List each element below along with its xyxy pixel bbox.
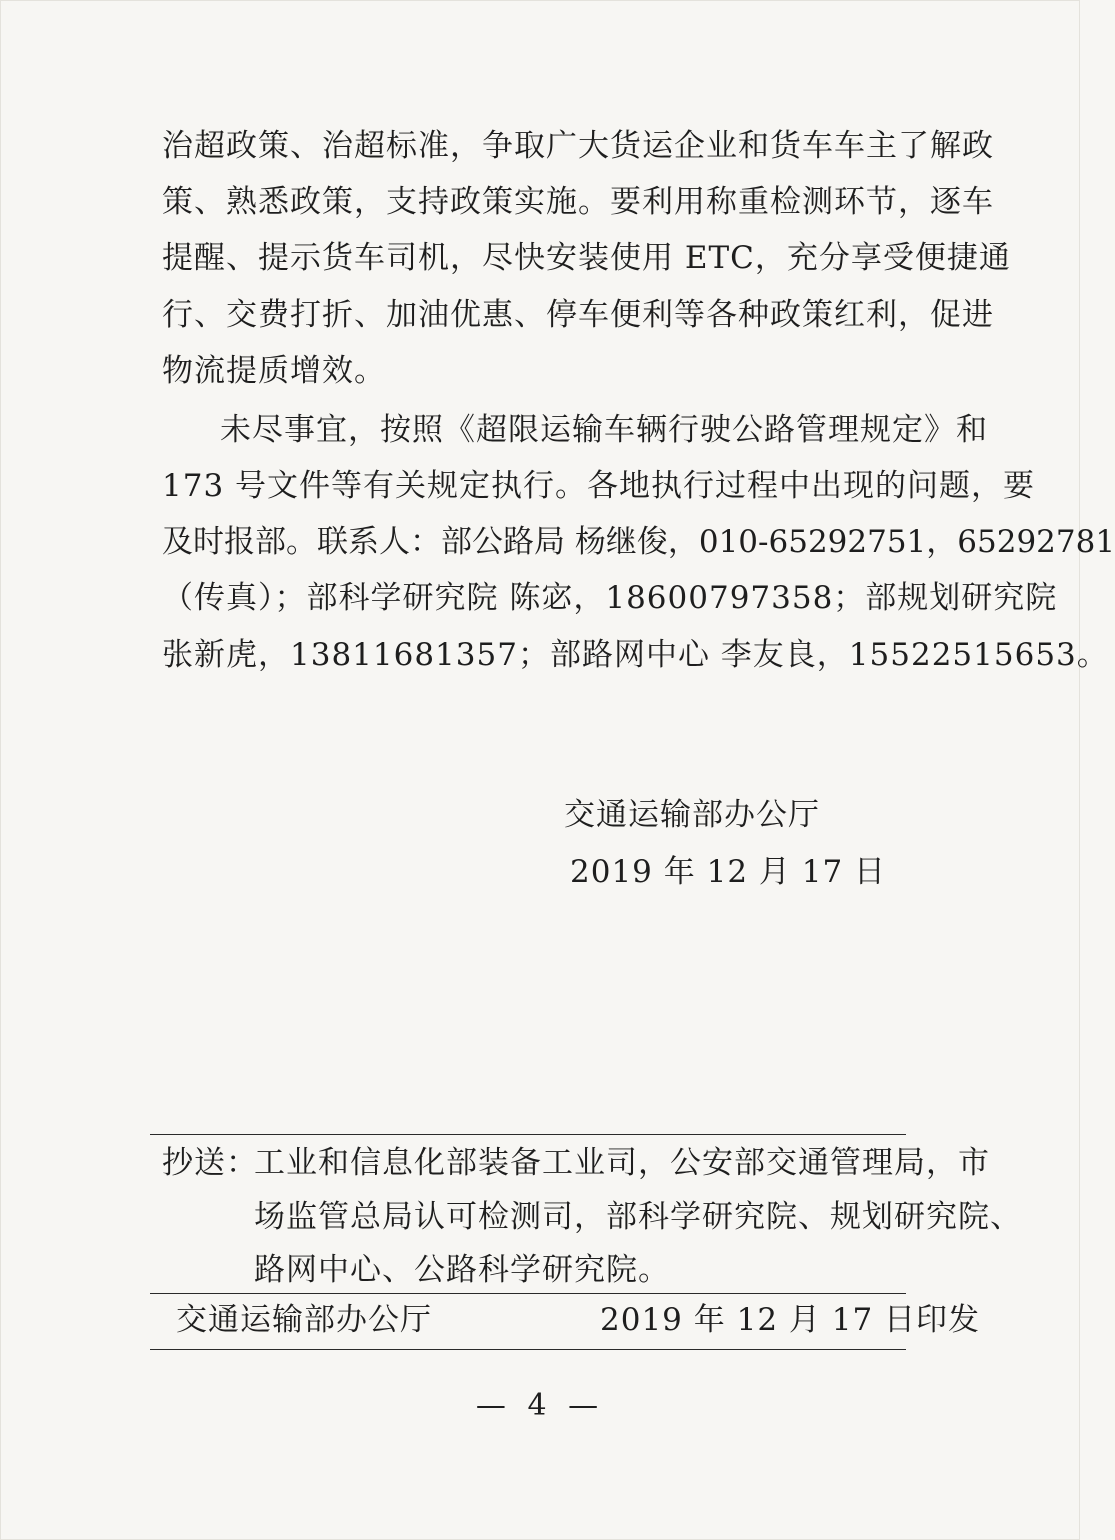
footer-issue-date: 2019 年 12 月 17 日印发 [600,1302,981,1338]
body-line: 未尽事宜，按照《超限运输车辆行驶公路管理规定》和 [220,412,988,448]
cc-line: 场监管总局认可检测司，部科学研究院、规划研究院、 [254,1199,1022,1235]
body-line: 治超政策、治超标准，争取广大货运企业和货车车主了解政 [162,128,994,164]
body-line: 及时报部。联系人：部公路局 杨继俊，010-65292751，65292781 [162,524,1115,560]
footer-top-rule [150,1293,906,1294]
body-line: 策、熟悉政策，支持政策实施。要利用称重检测环节，逐车 [162,184,994,220]
body-line: 173 号文件等有关规定执行。各地执行过程中出现的问题，要 [162,468,1036,504]
footer-issuer: 交通运输部办公厅 [176,1302,432,1338]
body-line: 物流提质增效。 [162,353,386,389]
footer-bottom-rule [150,1349,906,1350]
body-line: 张新虎，13811681357；部路网中心 李友良，15522515653。 [162,637,1109,673]
cc-top-rule [150,1134,906,1135]
cc-label: 抄送： [162,1145,258,1181]
body-line: 提醒、提示货车司机，尽快安装使用 ETC，充分享受便捷通 [162,240,1011,276]
cc-line: 工业和信息化部装备工业司，公安部交通管理局，市 [254,1145,990,1181]
body-line: 行、交费打折、加油优惠、停车便利等各种政策红利，促进 [162,297,994,333]
body-line: （传真）；部科学研究院 陈宓，18600797358；部规划研究院 [162,580,1058,616]
cc-line: 路网中心、公路科学研究院。 [254,1252,670,1288]
page-number: — 4 — [475,1388,605,1423]
signature-issuer: 交通运输部办公厅 [564,797,820,833]
signature-date: 2019 年 12 月 17 日 [570,854,887,890]
